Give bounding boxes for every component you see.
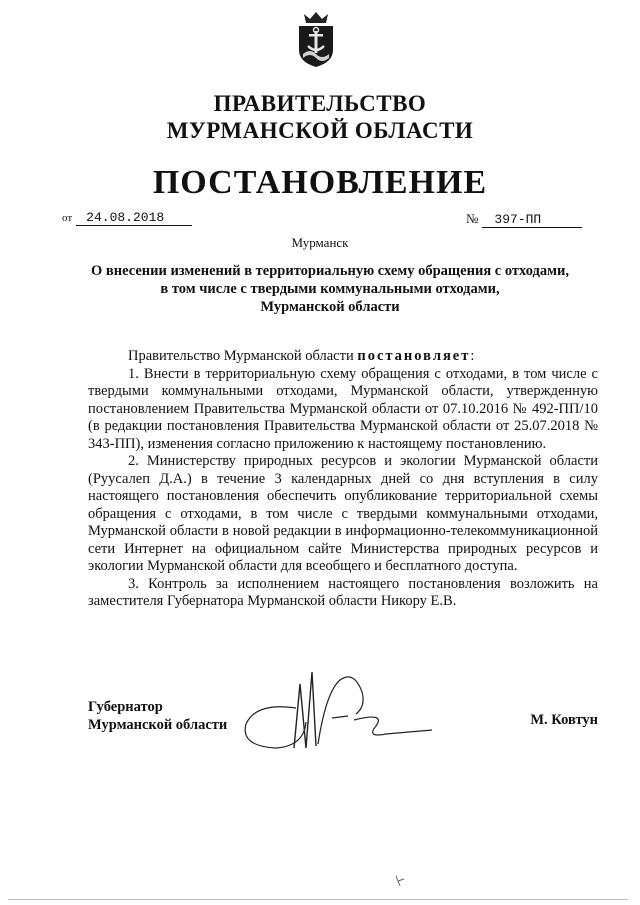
- number-prefix: №: [466, 211, 479, 226]
- page-bottom-edge: [8, 899, 628, 900]
- number-value: 397-ПП: [482, 212, 582, 228]
- subject-line3: Мурманской области: [260, 299, 400, 315]
- number-field: [466, 210, 582, 228]
- intro-verb: постановляет: [357, 348, 471, 364]
- date-prefix: от: [62, 212, 73, 224]
- signatory-title-line2: Мурманской области: [88, 717, 228, 733]
- date-field: [62, 208, 192, 226]
- signatory-title: [88, 698, 227, 734]
- document-body: [88, 348, 598, 611]
- document-subject: [80, 262, 580, 316]
- subject-line1: О внесении изменений в территориальную схему обращения с отходами,: [91, 263, 569, 279]
- paragraph-2: 2. Министерству природных ресурсов и экологии Мурманской области (Руусалеп Д.А.) в течение 3 календарных дней со дня вступления в силу настоящего постановления обеспечить опубликование территориальной схемы обращения с отходами, в том числе с твердыми коммунальными отходами, Мурманской области в новой редакции в информационно-телекоммуникационной сети Интернет на официальном сайте Министерства природных ресурсов и экологии Мурманской области для всеобщего и бесплатного доступа.: [88, 453, 598, 574]
- subject-line2: в том числе с твердыми коммунальными отходами,: [160, 281, 500, 297]
- government-title-line1: ПРАВИТЕЛЬСТВО: [213, 91, 427, 116]
- paragraph-3: 3. Контроль за исполнением настоящего постановления возложить на заместителя Губернатора Мурманской области Никору Е.В.: [88, 575, 598, 609]
- signatory-name: М. Ковтун: [530, 712, 598, 728]
- city-label: Мурманск: [291, 235, 349, 250]
- handwritten-signature: [236, 662, 436, 762]
- date-value: 24.08.2018: [76, 210, 192, 226]
- paragraph-1: 1. Внести в территориальную схему обращения с отходами, в том числе с твердыми коммунальными отходами, Мурманской области, утвержденную постановлением Правительства Мурманской области от 07.10.2016 № 492-ПП/10 (в редакции постановления Правительства Мурманской области от 25.07.2018 № 343-ПП), изменения согласно приложению к настоящему постановлению.: [88, 365, 598, 452]
- intro-prefix: Правительство Мурманской области: [128, 348, 358, 364]
- stray-pen-mark: [394, 874, 406, 888]
- document-type-title: ПОСТАНОВЛЕНИЕ: [152, 164, 488, 201]
- government-title-line2: МУРМАНСКОЙ ОБЛАСТИ: [166, 118, 474, 143]
- intro-paragraph: [88, 348, 598, 366]
- intro-suffix: :: [470, 348, 475, 364]
- coat-of-arms-icon: [296, 10, 336, 68]
- signatory-title-line1: Губернатор: [88, 699, 163, 715]
